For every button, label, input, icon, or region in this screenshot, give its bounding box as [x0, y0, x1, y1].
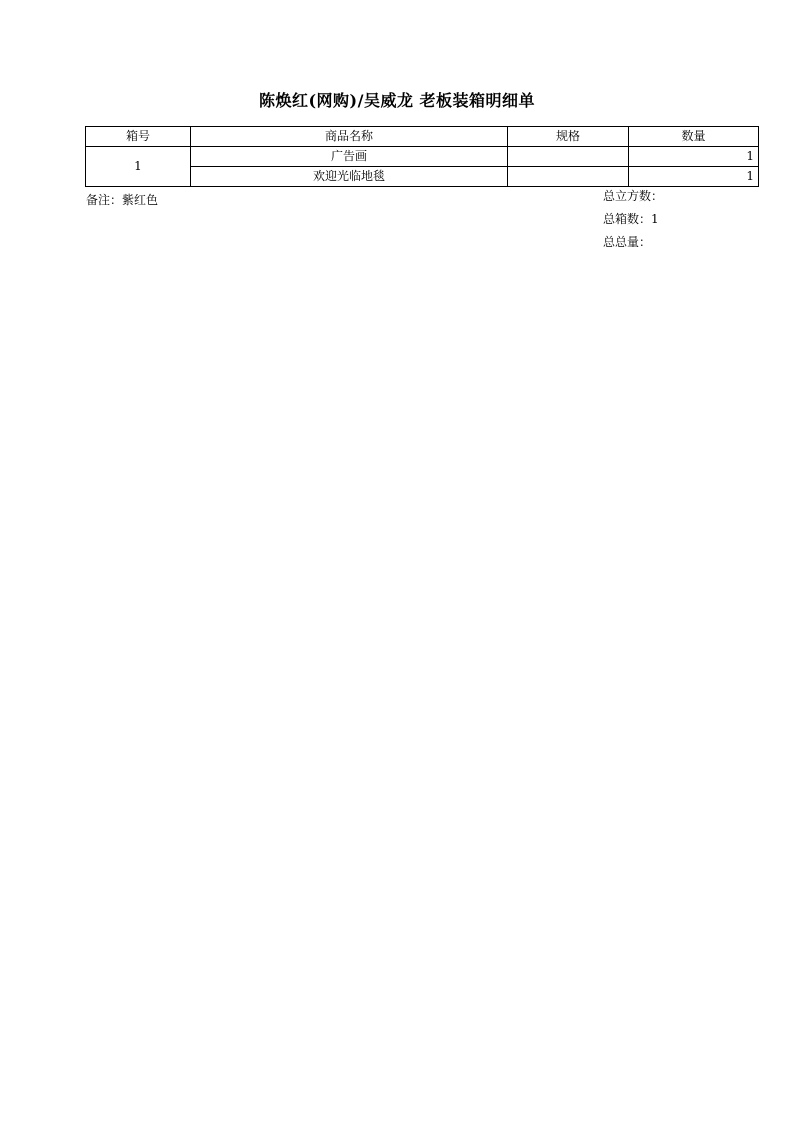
header-box-no: 箱号: [86, 127, 191, 147]
header-product-name: 商品名称: [191, 127, 508, 147]
quantity-cell: 1: [629, 167, 759, 187]
table-header-row: [86, 127, 759, 147]
header-spec: 规格: [508, 127, 629, 147]
document-title: 陈焕红(网购)/吴威龙 老板装箱明细单: [258, 91, 536, 110]
product-name-cell: 欢迎光临地毯: [191, 167, 508, 187]
product-name-cell: 广告画: [191, 147, 508, 167]
quantity-cell: 1: [629, 147, 759, 167]
total-volume: 总立方数：: [603, 189, 664, 203]
spec-cell: [508, 167, 629, 187]
header-quantity: 数量: [629, 127, 759, 147]
box-no-cell: 1: [86, 147, 191, 187]
packing-table: [85, 126, 759, 187]
summary-block: [603, 188, 663, 257]
total-weight: 总总量：: [603, 235, 652, 249]
remark-text: 备注：紫红色: [86, 193, 159, 207]
spec-cell: [508, 147, 629, 167]
table-row: [86, 147, 759, 167]
total-boxes: 总箱数：1: [603, 212, 659, 226]
